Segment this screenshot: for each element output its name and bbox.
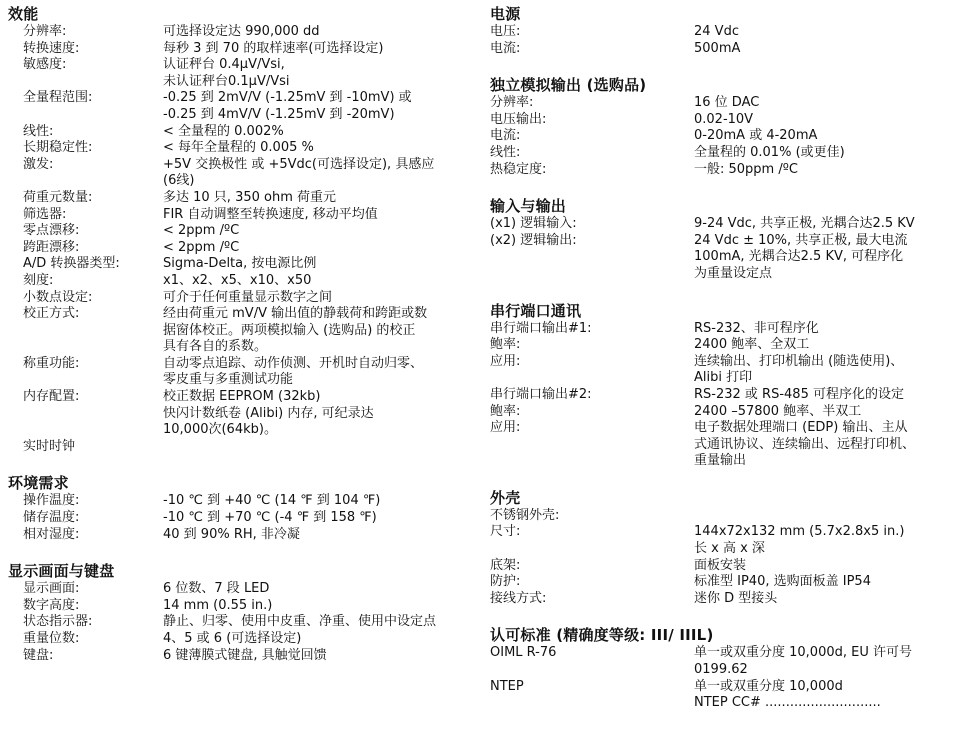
spec-row: [8, 306, 478, 356]
spec-row: [8, 90, 478, 123]
spec-label: 键盘:: [23, 647, 54, 663]
spec-row: [490, 95, 956, 112]
spec-section: [490, 625, 956, 711]
spec-value: 校正数据 EEPROM (32kb) 快闪计数纸卷 (Alibi) 内存, 可纪录达 10,000次(64kb)。: [163, 389, 374, 438]
spec-label: 重量位数:: [23, 631, 80, 646]
spec-label: 敏感度:: [23, 57, 67, 73]
spec-row: [8, 389, 478, 439]
spec-label: 相对湿度:: [23, 526, 80, 542]
spec-row: [490, 41, 956, 58]
spec-value: 标准型 IP40, 选购面板盖 IP54: [694, 574, 871, 590]
spec-label: 跨距漂移:: [23, 239, 80, 255]
spec-label: 储存温度:: [23, 510, 80, 526]
spec-value: < 全量程的 0.002%: [163, 123, 284, 139]
spec-row: [490, 679, 956, 712]
spec-label: 鲍率:: [490, 337, 521, 353]
spec-section: [490, 4, 956, 57]
spec-label: 分辨率:: [490, 95, 534, 111]
spec-label: 尺寸:: [490, 524, 521, 540]
spec-label: 分辨率:: [23, 24, 67, 39]
spec-label: 应用:: [490, 420, 521, 436]
spec-value: 6 键薄膜式键盘, 具触觉回馈: [163, 647, 327, 663]
spec-label: 串行端口输出#2:: [490, 386, 592, 402]
spec-value: 9-24 Vdc, 共享正极, 光耦合达2.5 KV: [694, 216, 915, 232]
spec-value: 40 到 90% RH, 非冷凝: [163, 526, 300, 542]
spec-row: [490, 558, 956, 575]
spec-value: Sigma-Delta, 按电源比例: [163, 256, 317, 272]
spec-value: -10 ℃ 到 +70 ℃ (-4 ℉ 到 158 ℉): [163, 510, 377, 526]
spec-row: [8, 527, 478, 544]
spec-row: [8, 140, 478, 157]
spec-row: [490, 645, 956, 678]
spec-row: [8, 256, 478, 273]
spec-row: [8, 290, 478, 307]
spec-row: [8, 240, 478, 257]
spec-row: [490, 112, 956, 129]
spec-label: 应用:: [490, 353, 521, 369]
spec-value: x1、x2、x5、x10、x50: [163, 272, 312, 288]
spec-value: 面板安装: [694, 557, 747, 573]
spec-label: 电压输出:: [490, 111, 547, 127]
spec-value: FIR 自动调整至转换速度, 移动平均值: [163, 206, 378, 222]
spec-section: [490, 196, 956, 282]
spec-row: [8, 223, 478, 240]
spec-row: [8, 124, 478, 141]
spec-section: [8, 473, 478, 543]
section-title: 环境需求: [8, 474, 69, 493]
spec-row: [8, 41, 478, 58]
spec-label: 线性:: [23, 123, 54, 139]
spec-value: 24 Vdc ± 10%, 共享正极, 最大电流 100mA, 光耦合达2.5 KV, 可程序化 为重量设定点: [694, 232, 908, 281]
spec-row: [490, 524, 956, 557]
spec-value: [694, 508, 956, 525]
right-column: [490, 0, 956, 712]
spec-label: 接线方式:: [490, 590, 547, 606]
spec-label: 防护:: [490, 574, 521, 590]
spec-label: 内存配置:: [23, 389, 80, 405]
spec-value: 自动零点追踪、动作侦测、开机时自动归零、 零皮重与多重测试功能: [163, 355, 424, 388]
spec-label: 电流:: [490, 40, 521, 56]
spec-value: 迷你 D 型接头: [694, 590, 778, 606]
spec-label: 长期稳定性:: [23, 140, 93, 156]
spec-value: 16 位 DAC: [694, 95, 760, 111]
spec-label: (x2) 逻辑输出:: [490, 232, 577, 248]
spec-label: 实时时钟: [23, 438, 76, 454]
spec-row: [8, 190, 478, 207]
spec-label: 操作温度:: [23, 493, 80, 509]
spec-section: [490, 301, 956, 470]
spec-value: 可选择设定达 990,000 dd: [163, 24, 320, 39]
spec-value: 可介于任何重量显示数字之间: [163, 289, 333, 305]
spec-label: 电压:: [490, 24, 521, 39]
spec-row: [8, 631, 478, 648]
spec-row: [8, 614, 478, 631]
spec-label: 刻度:: [23, 272, 54, 288]
spec-label: NTEP: [490, 678, 524, 694]
spec-value: 静止、归零、使用中皮重、净重、使用中设定点: [163, 614, 437, 630]
spec-value: 认证秤台 0.4μV/Vsi, 未认证秤台0.1μV/Vsi: [163, 57, 290, 89]
spec-row: [8, 207, 478, 224]
spec-value: 24 Vdc: [694, 24, 739, 39]
spec-value: +5V 交换极性 或 +5Vdc(可选择设定), 具感应 (6线): [163, 156, 435, 189]
section-title: 独立模拟输出 (选购品): [490, 76, 647, 95]
spec-label: 转换速度:: [23, 40, 80, 56]
spec-label: 称重功能:: [23, 355, 80, 371]
spec-value: [163, 439, 478, 456]
spec-row: [490, 387, 956, 404]
section-title: 认可标准 (精确度等级: III/ IIIL): [490, 626, 714, 645]
spec-label: 小数点设定:: [23, 289, 93, 305]
spec-row: [8, 493, 478, 510]
section-title: 效能: [8, 5, 39, 23]
spec-label: 热稳定度:: [490, 161, 547, 177]
spec-row: [8, 510, 478, 527]
spec-label: 激发:: [23, 156, 54, 172]
spec-row: [490, 574, 956, 591]
spec-value: 单一或双重分度 10,000d, EU 许可号 0199.62: [694, 645, 912, 678]
spec-value: 4、5 或 6 (可选择设定): [163, 631, 302, 646]
spec-row: [8, 648, 478, 665]
section-title: 输入与输出: [490, 197, 567, 216]
spec-row: [8, 157, 478, 190]
spec-label: 零点漂移:: [23, 223, 80, 239]
spec-value: -0.25 到 2mV/V (-1.25mV 到 -10mV) 或 -0.25 到 4mV/V (-1.25mV 到 -20mV): [163, 90, 412, 122]
spec-section: [490, 75, 956, 178]
spec-value: < 每年全量程的 0.005 %: [163, 140, 314, 156]
spec-row: [8, 57, 478, 90]
spec-label: A/D 转换器类型:: [23, 256, 120, 272]
spec-label: 电流:: [490, 128, 521, 144]
spec-row: [490, 233, 956, 283]
spec-row: [490, 162, 956, 179]
spec-value: < 2ppm /ºC: [163, 223, 240, 239]
spec-row: [8, 24, 478, 41]
spec-value: 一般: 50ppm /ºC: [694, 161, 798, 177]
spec-label: 串行端口输出#1:: [490, 320, 592, 336]
spec-value: 14 mm (0.55 in.): [163, 597, 273, 613]
spec-label: 状态指示器:: [23, 614, 93, 630]
spec-row: [490, 420, 956, 470]
spec-row: [490, 24, 956, 41]
spec-label: 鲍率:: [490, 403, 521, 419]
section-title: 外壳: [490, 488, 521, 507]
spec-label: 数字高度:: [23, 597, 80, 613]
spec-label: 线性:: [490, 144, 521, 160]
spec-label: 不锈钢外壳:: [490, 507, 560, 523]
spec-value: 连续输出、打印机输出 (随选使用)、 Alibi 打印: [694, 353, 904, 386]
spec-row: [8, 273, 478, 290]
spec-row: [490, 591, 956, 608]
section-title: 显示画面与键盘: [8, 562, 115, 581]
spec-value: 每秒 3 到 70 的取样速率(可选择设定): [163, 40, 384, 56]
spec-value: 单一或双重分度 10,000d NTEP CC# ............................: [694, 678, 881, 711]
spec-value: 0-20mA 或 4-20mA: [694, 128, 818, 144]
spec-row: [8, 356, 478, 389]
spec-label: (x1) 逻辑输入:: [490, 216, 577, 232]
spec-label: 显示画面:: [23, 581, 80, 597]
spec-value: RS-232、非可程序化: [694, 320, 819, 336]
spec-row: [8, 439, 478, 456]
spec-label: 全量程范围:: [23, 90, 93, 106]
spec-row: [490, 404, 956, 421]
spec-value: 2400 –57800 鲍率、半双工: [694, 403, 862, 419]
spec-value: 2400 鲍率、全双工: [694, 337, 810, 353]
spec-row: [490, 337, 956, 354]
spec-value: 多达 10 只, 350 ohm 荷重元: [163, 189, 337, 205]
section-title: 电源: [490, 5, 521, 23]
spec-label: 校正方式:: [23, 306, 80, 322]
spec-row: [490, 216, 956, 233]
spec-value: 0.02-10V: [694, 111, 754, 127]
spec-value: 经由荷重元 mV/V 输出值的静载荷和跨距或数 据窗体校正。两项模拟输入 (选购品) 的校正 具有各自的系数。: [163, 306, 428, 355]
spec-value: < 2ppm /ºC: [163, 239, 240, 255]
spec-row: [8, 581, 478, 598]
spec-value: 电子数据处理端口 (EDP) 输出、主从 式通讯协议、连续输出、远程打印机、 重量输出: [694, 420, 916, 469]
spec-row: [490, 128, 956, 145]
spec-row: [490, 321, 956, 338]
spec-label: 荷重元数量:: [23, 189, 93, 205]
spec-value: 144x72x132 mm (5.7x2.8x5 in.) 长 x 高 x 深: [694, 524, 905, 557]
spec-section: [8, 4, 478, 455]
spec-label: 底架:: [490, 557, 521, 573]
spec-row: [490, 145, 956, 162]
left-column: [8, 0, 478, 664]
spec-row: [8, 598, 478, 615]
spec-row: [490, 354, 956, 387]
spec-value: 全量程的 0.01% (或更佳): [694, 144, 845, 160]
spec-value: RS-232 或 RS-485 可程序化的设定: [694, 386, 904, 402]
section-title: 串行端口通讯: [490, 301, 582, 320]
spec-row: [490, 508, 956, 525]
spec-section: [8, 561, 478, 664]
spec-label: OIML R-76: [490, 645, 557, 661]
spec-section: [490, 488, 956, 608]
spec-value: -10 ℃ 到 +40 ℃ (14 ℉ 到 104 ℉): [163, 493, 381, 509]
spec-label: 筛选器:: [23, 206, 67, 222]
spec-value: 6 位数、7 段 LED: [163, 581, 270, 597]
spec-value: 500mA: [694, 40, 741, 56]
